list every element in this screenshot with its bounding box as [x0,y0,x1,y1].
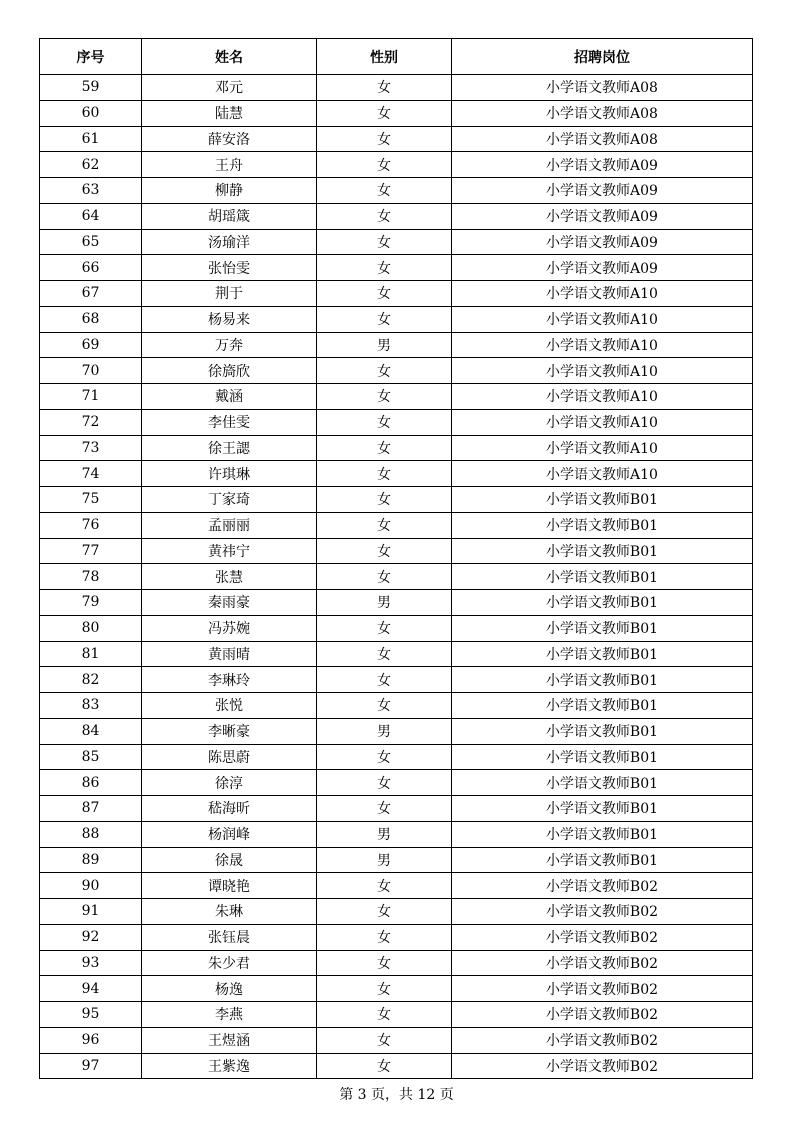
table-row [40,332,753,358]
cell-serial-number: 75 [40,487,142,513]
cell-position: 小学语文教师A09 [452,203,753,229]
table-row [40,126,753,152]
cell-position: 小学语文教师B01 [452,615,753,641]
cell-serial-number: 72 [40,409,142,435]
cell-serial-number: 77 [40,538,142,564]
cell-gender: 女 [317,899,452,925]
cell-gender: 女 [317,924,452,950]
cell-name: 王煜涵 [142,1027,317,1053]
table-row [40,590,753,616]
table-row [40,409,753,435]
cell-gender: 女 [317,281,452,307]
cell-gender: 女 [317,770,452,796]
cell-position: 小学语文教师A08 [452,75,753,101]
cell-position: 小学语文教师B02 [452,1002,753,1028]
cell-position: 小学语文教师B01 [452,538,753,564]
cell-serial-number: 86 [40,770,142,796]
cell-position: 小学语文教师A10 [452,281,753,307]
cell-gender: 女 [317,950,452,976]
cell-gender: 女 [317,512,452,538]
table-row [40,100,753,126]
cell-name: 杨逸 [142,976,317,1002]
table-row [40,1002,753,1028]
cell-serial-number: 62 [40,152,142,178]
page-footer: 第 3 页，共 12 页 [339,1087,454,1103]
cell-serial-number: 92 [40,924,142,950]
cell-name: 汤瑜洋 [142,229,317,255]
header-position: 招聘岗位 [452,39,753,75]
cell-gender: 男 [317,821,452,847]
cell-serial-number: 81 [40,641,142,667]
table-row [40,770,753,796]
table-row [40,306,753,332]
cell-serial-number: 89 [40,847,142,873]
header-name: 姓名 [142,39,317,75]
cell-name: 徐晟 [142,847,317,873]
cell-name: 王舟 [142,152,317,178]
cell-position: 小学语文教师A09 [452,178,753,204]
cell-position: 小学语文教师B02 [452,924,753,950]
cell-name: 戴涵 [142,384,317,410]
table-row [40,435,753,461]
cell-name: 孟丽丽 [142,512,317,538]
cell-serial-number: 74 [40,461,142,487]
cell-name: 秦雨豪 [142,590,317,616]
cell-serial-number: 90 [40,873,142,899]
cell-position: 小学语文教师A09 [452,229,753,255]
table-row [40,281,753,307]
cell-position: 小学语文教师B01 [452,512,753,538]
cell-name: 徐王諰 [142,435,317,461]
cell-gender: 女 [317,1002,452,1028]
cell-gender: 女 [317,435,452,461]
cell-gender: 女 [317,615,452,641]
table-row [40,693,753,719]
cell-position: 小学语文教师A10 [452,332,753,358]
cell-gender: 女 [317,384,452,410]
cell-name: 张悦 [142,693,317,719]
cell-name: 张慧 [142,564,317,590]
table-row [40,873,753,899]
cell-name: 杨易来 [142,306,317,332]
cell-position: 小学语文教师B01 [452,590,753,616]
cell-serial-number: 84 [40,718,142,744]
table-row [40,461,753,487]
cell-serial-number: 80 [40,615,142,641]
cell-serial-number: 97 [40,1053,142,1079]
cell-position: 小学语文教师A10 [452,358,753,384]
table-row [40,899,753,925]
cell-position: 小学语文教师B02 [452,950,753,976]
cell-name: 杨润峰 [142,821,317,847]
cell-position: 小学语文教师B01 [452,718,753,744]
header-row [40,39,753,75]
cell-gender: 女 [317,358,452,384]
table-row [40,667,753,693]
cell-gender: 女 [317,203,452,229]
cell-name: 嵇海昕 [142,796,317,822]
cell-serial-number: 79 [40,590,142,616]
cell-gender: 女 [317,100,452,126]
cell-serial-number: 63 [40,178,142,204]
cell-position: 小学语文教师A10 [452,384,753,410]
cell-position: 小学语文教师B02 [452,976,753,1002]
cell-name: 李晰豪 [142,718,317,744]
cell-name: 丁家琦 [142,487,317,513]
cell-serial-number: 65 [40,229,142,255]
cell-position: 小学语文教师B01 [452,564,753,590]
cell-gender: 女 [317,487,452,513]
cell-name: 徐旖欣 [142,358,317,384]
cell-gender: 女 [317,152,452,178]
table-row [40,203,753,229]
cell-name: 黄雨晴 [142,641,317,667]
cell-gender: 女 [317,75,452,101]
table-row [40,976,753,1002]
cell-name: 柳静 [142,178,317,204]
table-row [40,1053,753,1079]
cell-name: 陆慧 [142,100,317,126]
table-row [40,512,753,538]
cell-gender: 男 [317,718,452,744]
cell-name: 张怡雯 [142,255,317,281]
cell-position: 小学语文教师B01 [452,487,753,513]
cell-position: 小学语文教师B02 [452,873,753,899]
cell-name: 万奔 [142,332,317,358]
cell-name: 谭晓艳 [142,873,317,899]
cell-position: 小学语文教师B01 [452,744,753,770]
cell-position: 小学语文教师A08 [452,126,753,152]
cell-position: 小学语文教师B02 [452,1053,753,1079]
cell-serial-number: 87 [40,796,142,822]
table-row [40,178,753,204]
cell-position: 小学语文教师B02 [452,1027,753,1053]
cell-serial-number: 60 [40,100,142,126]
table-body [40,75,753,1079]
cell-position: 小学语文教师B01 [452,821,753,847]
cell-name: 薛安洛 [142,126,317,152]
cell-name: 朱琳 [142,899,317,925]
cell-gender: 女 [317,461,452,487]
cell-position: 小学语文教师B01 [452,667,753,693]
cell-serial-number: 71 [40,384,142,410]
cell-name: 王紫逸 [142,1053,317,1079]
cell-name: 张钰晨 [142,924,317,950]
table-row [40,75,753,101]
cell-gender: 女 [317,409,452,435]
header-gender: 性别 [317,39,452,75]
table-row [40,641,753,667]
cell-gender: 女 [317,306,452,332]
cell-serial-number: 59 [40,75,142,101]
cell-serial-number: 78 [40,564,142,590]
table-row [40,924,753,950]
table-row [40,384,753,410]
cell-serial-number: 82 [40,667,142,693]
cell-name: 李佳雯 [142,409,317,435]
cell-serial-number: 83 [40,693,142,719]
cell-serial-number: 88 [40,821,142,847]
cell-gender: 女 [317,564,452,590]
cell-position: 小学语文教师A09 [452,255,753,281]
cell-name: 荆于 [142,281,317,307]
table-row [40,358,753,384]
cell-gender: 女 [317,178,452,204]
cell-position: 小学语文教师A09 [452,152,753,178]
cell-position: 小学语文教师A10 [452,435,753,461]
cell-serial-number: 96 [40,1027,142,1053]
cell-serial-number: 64 [40,203,142,229]
cell-gender: 女 [317,873,452,899]
cell-serial-number: 93 [40,950,142,976]
table-row [40,229,753,255]
roster-table [39,38,753,1079]
cell-position: 小学语文教师A10 [452,461,753,487]
cell-name: 黄祎宁 [142,538,317,564]
table-row [40,718,753,744]
cell-position: 小学语文教师A10 [452,409,753,435]
cell-name: 胡瑶箴 [142,203,317,229]
cell-serial-number: 70 [40,358,142,384]
cell-gender: 女 [317,1027,452,1053]
cell-serial-number: 94 [40,976,142,1002]
cell-gender: 女 [317,229,452,255]
table-row [40,1027,753,1053]
header-serial-number: 序号 [40,39,142,75]
cell-gender: 男 [317,332,452,358]
table-row [40,564,753,590]
table-row [40,796,753,822]
cell-gender: 男 [317,590,452,616]
cell-gender: 女 [317,976,452,1002]
cell-position: 小学语文教师B01 [452,847,753,873]
cell-serial-number: 95 [40,1002,142,1028]
cell-serial-number: 69 [40,332,142,358]
cell-name: 李琳玲 [142,667,317,693]
cell-name: 冯苏婉 [142,615,317,641]
cell-position: 小学语文教师B01 [452,641,753,667]
cell-name: 朱少君 [142,950,317,976]
table-row [40,744,753,770]
cell-serial-number: 61 [40,126,142,152]
cell-gender: 女 [317,538,452,564]
cell-gender: 女 [317,667,452,693]
cell-name: 邓元 [142,75,317,101]
table-row [40,847,753,873]
cell-gender: 女 [317,744,452,770]
cell-serial-number: 66 [40,255,142,281]
cell-serial-number: 76 [40,512,142,538]
table-row [40,487,753,513]
cell-serial-number: 85 [40,744,142,770]
cell-gender: 女 [317,1053,452,1079]
table-row [40,821,753,847]
cell-gender: 男 [317,847,452,873]
table-row [40,152,753,178]
cell-name: 李燕 [142,1002,317,1028]
cell-name: 许琪琳 [142,461,317,487]
cell-serial-number: 68 [40,306,142,332]
cell-gender: 女 [317,641,452,667]
cell-position: 小学语文教师B01 [452,796,753,822]
cell-name: 陈思蔚 [142,744,317,770]
table-row [40,538,753,564]
cell-gender: 女 [317,126,452,152]
cell-position: 小学语文教师A10 [452,306,753,332]
cell-gender: 女 [317,255,452,281]
table-row [40,255,753,281]
cell-serial-number: 73 [40,435,142,461]
cell-name: 徐淳 [142,770,317,796]
cell-serial-number: 67 [40,281,142,307]
table-header [40,39,753,75]
cell-position: 小学语文教师B01 [452,693,753,719]
table-row [40,615,753,641]
cell-position: 小学语文教师A08 [452,100,753,126]
cell-gender: 女 [317,693,452,719]
cell-serial-number: 91 [40,899,142,925]
cell-position: 小学语文教师B01 [452,770,753,796]
cell-gender: 女 [317,796,452,822]
table-row [40,950,753,976]
cell-position: 小学语文教师B02 [452,899,753,925]
